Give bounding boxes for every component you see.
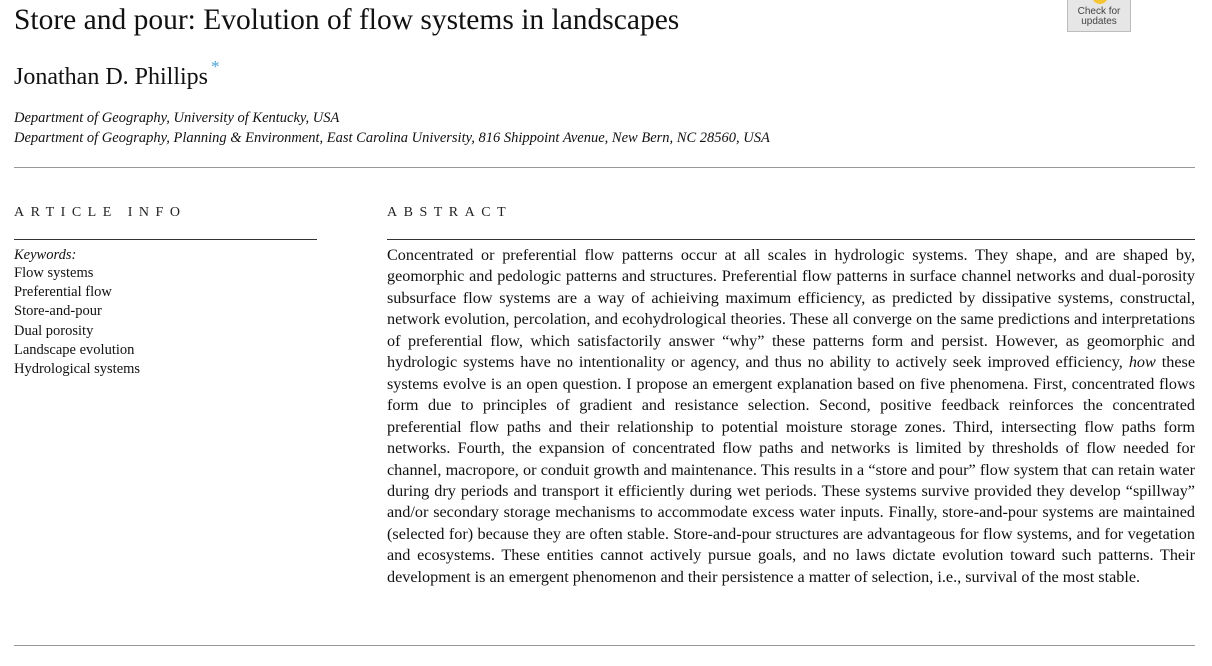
abstract-text-part2: these systems evolve is an open question. I propose an emergent explanation based on five phenomena. First, concentrated flows form due to principles of gradient and resistance selection. Second, positive feedback reinforces the concentrated preferential flow paths and their relationship to potential moisture storage zones. Third, intersecting flow paths form networks. Fourth, the expansion of concentrated flow paths and networks is limited by thresholds of flow needed for channel, macropore, or conduit growth and maintenance. This results in a “store and pour” flow system that can retain water during dry periods and transport it efficiently during wet periods. These systems survive provided they develop “spillway” and/or secondary storage mechanisms to accommodate excess water inputs. Finally, store-and-pour systems are maintained (selected for) because they are often stable. Store-and-pour structures are advantageous for flow systems, and for vegetation and ecosystems. These entities cannot actively pursue goals, and no laws dictate evolution toward such patterns. Their development is an emergent phenomenon and their persistence a matter of selection, i.e., survival of the most stable. xyxy=(387,353,1196,586)
article-info-divider xyxy=(14,239,317,240)
keyword-item: Hydrological systems xyxy=(14,361,141,378)
keyword-item: Preferential flow xyxy=(14,284,112,301)
corresponding-author-marker[interactable]: * xyxy=(211,57,220,76)
keyword-item: Landscape evolution xyxy=(14,341,135,358)
keywords-label: Keywords: xyxy=(14,247,77,263)
check-updates-line2: updates xyxy=(1081,16,1117,27)
check-updates-line1: Check for xyxy=(1077,6,1121,17)
keyword-item: Dual porosity xyxy=(14,322,94,339)
article-title: Store and pour: Evolution of flow systems in landscapes xyxy=(14,4,680,36)
abstract-heading: ABSTRACT xyxy=(387,205,513,220)
article-info-heading: ARTICLE INFO xyxy=(14,205,187,220)
keyword-item: Flow systems xyxy=(14,265,94,281)
affiliation-2: Department of Geography, Planning & Environment, East Carolina University, 816 Shippoint Avenue, New Bern, NC 28560, USA xyxy=(14,130,770,146)
check-updates-icon xyxy=(1092,0,1108,4)
check-for-updates-button[interactable] xyxy=(1067,0,1131,32)
header-divider xyxy=(14,167,1195,168)
keyword-item: Store-and-pour xyxy=(14,303,102,320)
abstract-divider xyxy=(387,239,1195,240)
affiliation-1: Department of Geography, University of Kentucky, USA xyxy=(14,110,340,126)
abstract-body xyxy=(387,245,1195,588)
abstract-text-part1: Concentrated or preferential flow patterns occur at all scales in hydrologic systems. They shape, and are shaped by, geomorphic and pedologic patterns and structures. Preferential flow patterns in surface channel networks and dual-porosity subsurface flow systems are a way of achieiving maximum efficiency, as predicted by dissipative systems, constructal, network evolution, percolation, and ecohydrological theories. These all converge on the same predictions and interpretations of preferential flow, which satisfactorily answer “why” these patterns form and persist. However, as geomorphic and hydrologic systems have no intentionality or agency, and thus no ability to actively seek improved efficiency, xyxy=(387,246,1195,372)
author-name[interactable]: Jonathan D. Phillips xyxy=(14,64,209,90)
abstract-emphasis: how xyxy=(1128,353,1156,372)
keywords-list xyxy=(14,264,140,379)
footer-divider xyxy=(14,645,1195,646)
author xyxy=(14,57,220,91)
